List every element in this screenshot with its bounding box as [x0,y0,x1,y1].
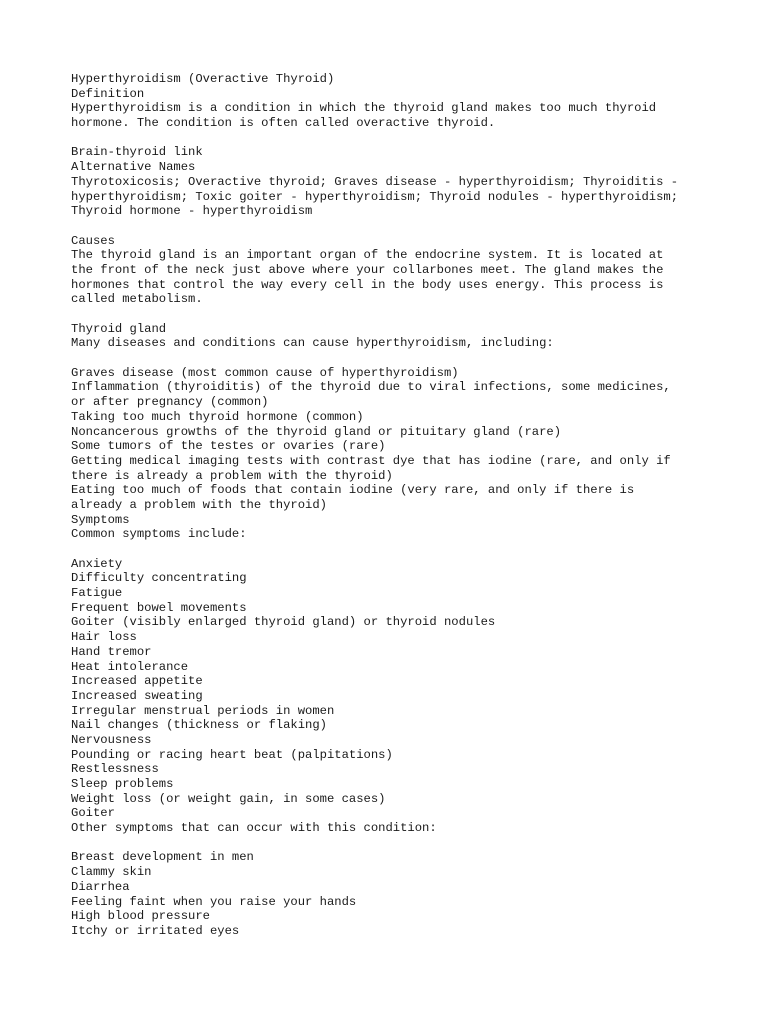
blank-line [71,219,711,234]
list-item: Anxiety [71,556,123,571]
list-item: Pounding or racing heart beat (palpitations) [71,747,393,762]
text-line: Hyperthyroidism is a condition in which the thyroid gland makes too much thyroid [71,101,657,116]
text-line: hormones that control the way every cell in the body uses energy. This process is [71,277,664,292]
blank-line [71,542,711,557]
list-item: Feeling faint when you raise your hands [71,894,357,909]
list-item: Hair loss [71,630,137,645]
list-item: or after pregnancy (common) [71,395,269,410]
text-line: Other symptoms that can occur with this condition: [71,821,437,836]
text-line: Thyrotoxicosis; Overactive thyroid; Graves disease - hyperthyroidism; Thyroiditis - [71,174,679,189]
list-item: Increased appetite [71,674,203,689]
text-line: hyperthyroidism; Toxic goiter - hyperthyroidism; Thyroid nodules - hyperthyroidism; [71,189,679,204]
list-item: Graves disease (most common cause of hyperthyroidism) [71,365,459,380]
text-line: Thyroid hormone - hyperthyroidism [71,204,313,219]
list-item: Frequent bowel movements [71,600,247,615]
list-item: Goiter (visibly enlarged thyroid gland) or thyroid nodules [71,615,496,630]
list-item: Taking too much thyroid hormone (common) [71,409,364,424]
list-item: already a problem with the thyroid) [71,497,327,512]
list-item: Difficulty concentrating [71,571,247,586]
list-item: High blood pressure [71,909,210,924]
list-item: Heat intolerance [71,659,189,674]
blank-line [71,131,711,146]
list-item: Eating too much of foods that contain iodine (very rare, and only if there is [71,483,635,498]
list-item: Sleep problems [71,777,174,791]
text-line: the front of the neck just above where your collarbones meet. The gland makes the [71,262,664,277]
list-item: Diarrhea [71,879,130,894]
list-item: Weight loss (or weight gain, in some cases) [71,791,386,806]
list-item: Some tumors of the testes or ovaries (rare) [71,439,386,454]
list-item: Irregular menstrual periods in women [71,703,335,718]
text-line: hormone. The condition is often called overactive thyroid. [71,116,496,131]
list-item: Itchy or irritated eyes [71,923,240,938]
list-item: there is already a problem with the thyroid) [71,468,393,483]
blank-line [71,307,711,322]
document-title: Hyperthyroidism (Overactive Thyroid) [71,72,335,86]
list-item: Hand tremor [71,644,152,659]
figure-caption-goiter: Goiter [71,806,115,821]
figure-caption-thyroid-gland: Thyroid gland [71,321,167,336]
list-item: Noncancerous growths of the thyroid gland or pituitary gland (rare) [71,424,562,439]
list-item: Fatigue [71,586,123,601]
document-page [71,72,711,939]
figure-caption-brain-thyroid-link: Brain-thyroid link [71,145,203,160]
section-heading-definition: Definition [71,86,145,101]
section-heading-causes: Causes [71,233,115,248]
blank-line [71,836,711,851]
text-line: called metabolism. [71,292,203,307]
list-item: Restlessness [71,762,159,777]
list-item: Nervousness [71,732,152,747]
list-item: Inflammation (thyroiditis) of the thyroid due to viral infections, some medicines, [71,380,671,395]
text-line: Many diseases and conditions can cause hyperthyroidism, including: [71,336,554,351]
list-item: Nail changes (thickness or flaking) [71,718,327,733]
list-item: Breast development in men [71,850,254,865]
text-line: Common symptoms include: [71,527,247,542]
text-line: The thyroid gland is an important organ of the endocrine system. It is located at [71,248,664,263]
section-heading-alternative-names: Alternative Names [71,160,196,175]
list-item: Increased sweating [71,688,203,703]
list-item: Getting medical imaging tests with contrast dye that has iodine (rare, and only if [71,453,671,468]
list-item: Clammy skin [71,865,152,880]
section-heading-symptoms: Symptoms [71,512,130,527]
blank-line [71,351,711,366]
